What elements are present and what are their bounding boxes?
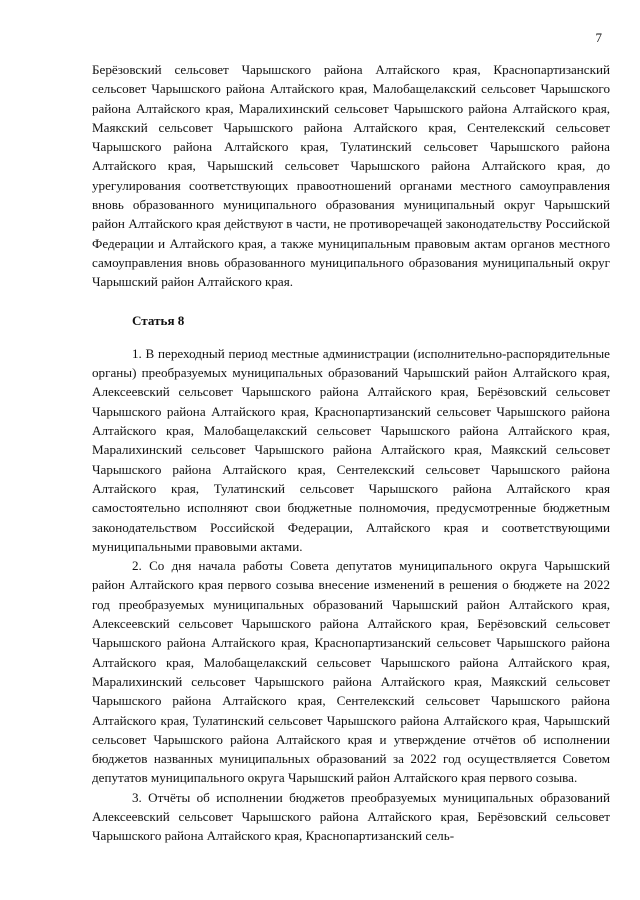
article-item-2: 2. Со дня начала работы Совета депутатов муниципального округа Чарышский район Алтайского края первого созыва внесение изменений в решения о бюджете на 2022 год преобразуемых муниципальных образований Чарышский район Алтайского края, Алексеевский сельсовет Чарышского района Алтайского края, Берёзовский сельсовет Чарышского района Алтайского края, Краснопартизанский сельсовет Чарышского района Алтайского края, Малобащелакский сельсовет Чарышского района Алтайского края, Маралихинский сельсовет Чарышского района Алтайского края, Маякский сельсовет Чарышского района Алтайского края, Сентелекский сельсовет Чарышского района Алтайского края, Тулатинский сельсовет Чарышского района Алтайского края, Чарышский сельсовет Чарышского района Алтайского края и утверждение отчётов об исполнении бюджетов названных муниципальных образований за 2022 год осуществляется Советом депутатов муниципального округа Чарышский район Алтайского края первого созыва. (92, 558, 610, 786)
article-item-3: 3. Отчёты об исполнении бюджетов преобразуемых муниципальных образований Алексеевский сельсовет Чарышского района Алтайского края, Берёзовский сельсовет Чарышского района Алтайского края, Краснопартизанский сель- (92, 789, 610, 844)
page-number: 7 (595, 30, 602, 45)
article-heading: Статья 8 (132, 312, 185, 328)
document-body (92, 60, 610, 846)
article-item-1: 1. В переходный период местные администрации (исполнительно-распорядительные органы) преобразуемых муниципальных образований Чарышский район Алтайского края, Алексеевский сельсовет Чарышского района Алтайского края, Берёзовский сельсовет Чарышского района Алтайского края, Краснопартизанский сельсовет Чарышского района Алтайского края, Малобащелакский сельсовет Чарышского района Алтайского края, Маралихинский сельсовет Чарышского района Алтайского края, Маякский сельсовет Чарышского района Алтайского края, Сентелекский сельсовет Чарышского района Алтайского края, Тулатинский сельсовет Чарышского района Алтайского края самостоятельно исполняют свои бюджетные полномочия, предусмотренные бюджетным законодательством Российской Федерации, Алтайского края и соответствующими муниципальными правовыми актами. (92, 345, 610, 554)
intro-paragraph: Берёзовский сельсовет Чарышского района Алтайского края, Краснопартизанский сельсовет Чарышского района Алтайского края, Малобащелакский сельсовет Чарышского района Алтайского края, Маралихинский сельсовет Чарышского района Алтайского края, Маякский сельсовет Чарышского района Алтайского края, Сентелекский сельсовет Чарышского района Алтайского края, Тулатинский сельсовет Чарышского района Алтайского края, Чарышский сельсовет Чарышского района Алтайского края, до урегулирования соответствующих правоотношений органами местного самоуправления вновь образованного муниципального образования муниципальный округ Чарышский район Алтайского края действуют в части, не противоречащей законодательству Российской Федерации и Алтайского края, а также муниципальным правовым актам органов местного самоуправления вновь образованного муниципального образования муниципальный округ Чарышский район Алтайского края. (92, 62, 610, 290)
